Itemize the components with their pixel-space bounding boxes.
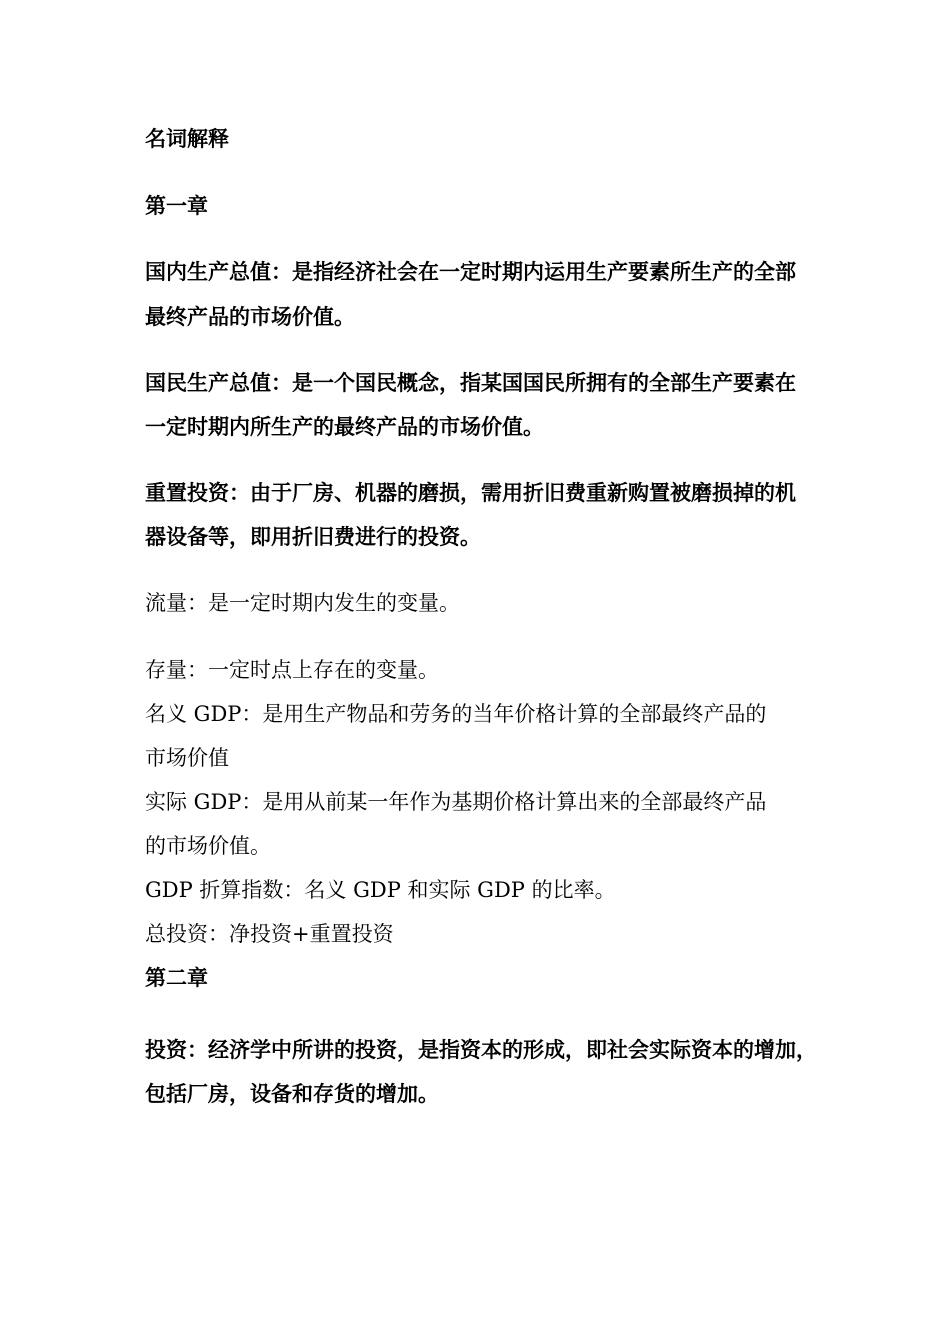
investment-definition-text: 投资：经济学中所讲的投资，是指资本的形成，即社会实际资本的增 [145,1038,775,1062]
gnp-definition-text: 国民生产总值：是一个国民概念，指某国国民所拥有的全部生产要素 [145,371,775,395]
replacement-investment-line-2: 器设备等，即用折旧费进行的投资。 [145,525,481,549]
stock-definition: 存量：一定时点上存在的变量。 [145,658,439,682]
real-gdp-line-2: 的市场价值。 [145,834,271,858]
gnp-definition-line-2: 一定时期内所生产的最终产品的市场价值。 [145,415,544,439]
gdp-definition-line-1 [145,262,795,283]
gdp-deflator-definition: GDP 折算指数：名义 GDP 和实际 GDP 的比率。 [145,878,616,902]
chapter-2-heading: 第二章 [145,966,208,990]
gross-investment-definition: 总投资：净投资+重置投资 [145,922,394,946]
real-gdp-line-1: 实际 GDP：是用从前某一年作为基期价格计算出来的全部最终产品 [145,790,767,814]
investment-definition-line-2: 包括厂房，设备和存货的增加。 [145,1082,439,1106]
gnp-definition-line-1 [145,373,795,394]
gnp-definition-tail: 在 [775,371,796,395]
nominal-gdp-line-1: 名义 GDP：是用生产物品和劳务的当年价格计算的全部最终产品的 [145,702,767,726]
gdp-definition-text: 国内生产总值：是指经济社会在一定时期内运用生产要素所生产的全 [145,260,775,284]
investment-definition-line-1 [145,1038,817,1062]
replacement-investment-tail: 机 [775,481,796,505]
gdp-definition-tail: 部 [775,260,796,284]
flow-definition: 流量：是一定时期内发生的变量。 [145,591,460,615]
investment-definition-tail: 加， [775,1038,817,1062]
doc-title: 名词解释 [145,127,229,151]
nominal-gdp-line-2: 市场价值 [145,746,229,770]
replacement-investment-text: 重置投资：由于厂房、机器的磨损，需用折旧费重新购置被磨损掉的 [145,481,775,505]
chapter-1-heading: 第一章 [145,194,208,218]
gdp-definition-line-2: 最终产品的市场价值。 [145,305,355,329]
replacement-investment-line-1 [145,483,795,504]
